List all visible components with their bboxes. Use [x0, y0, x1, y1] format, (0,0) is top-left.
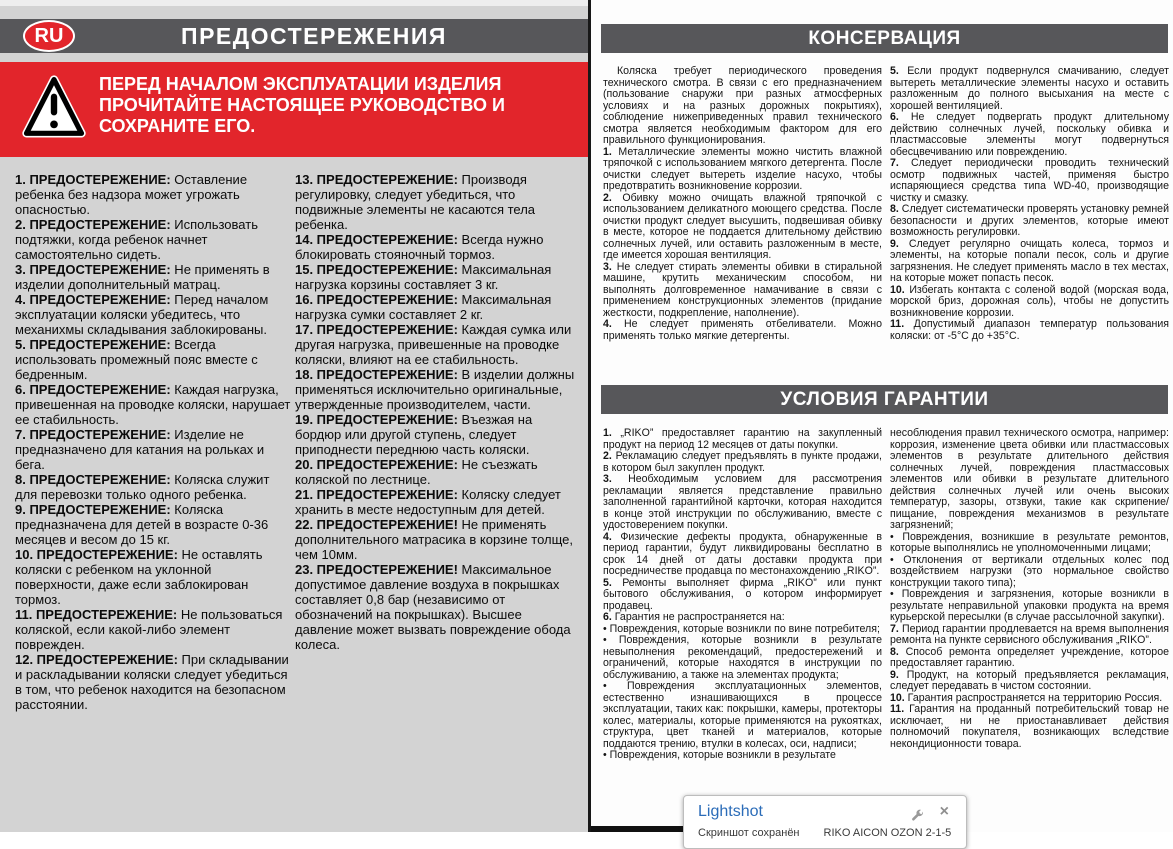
warning-item: 18. ПРЕДОСТЕРЕЖЕНИЕ: В изделии должны применяться исключительно оригинальные, утвержденные производителем, части.	[295, 367, 575, 412]
ru-language-badge: RU	[23, 20, 75, 52]
page-top-margin	[0, 0, 588, 6]
conservation-column-1	[603, 66, 882, 342]
care-warranty-page	[591, 0, 1173, 832]
warranty-paragraph: • Повреждения эксплуатационных элементов, естественно изнашивающихся в процессе эксплуатации, таких как: покрышки, камеры, протекторы колес, материалы, которые применяются на рукоятках, структура, цвет тканей и материалов, которые поддаются трению, втулки в колесах, оси, надписи;	[603, 680, 882, 750]
warranty-paragraph: • Повреждения, которые возникли в результате невыполнения рекомендаций, предостережений и ограничений, которые находятся в инструкции по обслуживанию, а также на элементах продукта;	[603, 634, 882, 681]
warning-item: 5. ПРЕДОСТЕРЕЖЕНИЕ: Всегда использовать промежный пояс вместе с бедренным.	[15, 337, 258, 382]
warnings-page	[0, 0, 588, 832]
conservation-columns	[603, 66, 1169, 342]
warning-item: 14. ПРЕДОСТЕРЕЖЕНИЕ: Всегда нужно блокировать стояночный тормоз.	[295, 232, 544, 262]
conservation-paragraph: 8. Следует систематически проверять установку ремней безопасности и других элементов, которые имеют возможность регулировки.	[890, 203, 1169, 238]
warning-item: 17. ПРЕДОСТЕРЕЖЕНИЕ: Каждая сумка или другая нагрузка, привешенные на проводке коляски, влияют на ее стабильность.	[295, 322, 572, 367]
warning-item: 22. ПРЕДОСТЕРЕЖЕНИЕ! Не применять дополнительного матрасика в корзине толще, чем 10мм.	[295, 517, 574, 562]
warning-item: 9. ПРЕДОСТЕРЕЖЕНИЕ: Коляска предназначена для детей в возрасте 0-36 месяцев и весом до 15 кг.	[15, 502, 269, 547]
warning-item: 4. ПРЕДОСТЕРЕЖЕНИЕ: Перед началом эксплуатации коляски убедитесь, что механихмы складывания заблокированы.	[15, 292, 269, 337]
warranty-paragraph: 3. Необходимым условием для рассмотрения рекламации является представление правильно заполненной гарантийной карточки, которая находится в конце этой инструкции по обслуживанию, вместе с удостоверением покупки.	[603, 473, 882, 531]
warranty-paragraph: • Повреждения, которые возникли в результате	[603, 749, 836, 761]
warranty-paragraph: 11. Гарантия на проданный потребительский товар не исключает, ни не приостанавливает действия полномочий покупателя, возникающих вследствие некондиционности товара.	[890, 703, 1169, 750]
warnings-column-2	[295, 172, 579, 652]
warning-item: 19. ПРЕДОСТЕРЕЖЕНИЕ: Въезжая на бордюр или другой ступень, следует приподнести переднюю часть коляски.	[295, 412, 533, 457]
status-text: Скриншот сохранён	[698, 827, 800, 839]
warranty-paragraph: 5. Ремонты выполняет фирма „RIKO” или пункт бытового обслуживания, о котором информирует продавец.	[603, 576, 882, 612]
warning-item: 21. ПРЕДОСТЕРЕЖЕНИЕ: Коляску следует хранить в месте недоступным для детей.	[295, 487, 561, 517]
warranty-paragraph: 1. „RIKO” предоставляет гарантию на закупленный продукт на период 12 месяцев от даты покупки.	[603, 427, 882, 451]
warranty-paragraph: • Повреждения, которые возникли по вине потребителя;	[603, 622, 880, 635]
conservation-paragraph: 5. Если продукт подвернулся смачиванию, следует вытереть металлические элементы насухо и оставить разложенным до полного высыхания на месте с хорошей вентиляцией.	[890, 65, 1169, 112]
warning-item: 20. ПРЕДОСТЕРЕЖЕНИЕ: Не съезжать коляской по лестнице.	[295, 457, 538, 487]
warning-item: 23. ПРЕДОСТЕРЕЖЕНИЕ! Максимальное допустимое давление воздуха в покрышках составляет 0,8 бар (независимо от обозначений на покрышках). Высшее давление может вызвать повреждение обода колеса.	[295, 562, 571, 652]
conservation-paragraph: 10. Избегать контакта с соленой водой (морская вода, морской бриз, дорожная соль), чтобы не допустить возникновение коррозии.	[890, 283, 1169, 319]
warning-item: 1. ПРЕДОСТЕРЕЖЕНИЕ: Оставление ребенка без надзора может угрожать опасностью.	[15, 172, 248, 217]
warnings-header-bar	[0, 19, 588, 53]
warning-item: 7. ПРЕДОСТЕРЕЖЕНИЕ: Изделие не предназначено для катания на рольках и бега.	[15, 427, 265, 472]
conservation-paragraph: 2. Обивку можно очищать влажной тряпочкой с использованием деликатного моющего средства. После очистки продукт следует высушить, подвешивая обивку в месте, которое не поддается длительному действию солнечных лучей, или оставить разложенным в месте, где имеется хорошая вентиляция.	[603, 191, 882, 261]
warning-item: 16. ПРЕДОСТЕРЕЖЕНИЕ: Максимальная нагрузка сумки составляет 2 кг.	[295, 292, 552, 322]
warranty-columns	[603, 428, 1169, 762]
conservation-paragraph: 9. Следует регулярно очищать колеса, тормоз и элементы, на которые попали песок, соль и другие загрязнения. Не следует применять масло в тех местах, на которые может попасть песок.	[890, 237, 1169, 284]
alert-banner	[0, 62, 588, 157]
conservation-section-title: КОНСЕРВАЦИЯ	[601, 24, 1168, 53]
warning-item: 13. ПРЕДОСТЕРЕЖЕНИЕ: Производя регулировку, следует убедиться, что подвижные элементы не касаются тела ребенка.	[295, 172, 536, 232]
status-filename: RIKO AICON OZON 2-1-5	[823, 827, 952, 839]
warranty-paragraph: несоблюдения правил технического осмотра, например: коррозия, изменение цвета обивки или пластмассовых элементов в результате длительного действия солнечных лучей, повреждения пластмассовых элементов или обивки в результате длительного действия солнечных лучей или очень высоких температур, зазоры, отзвуки, такие как скрипение/ пищание, повреждения механизмов в результате загрязнений;	[890, 427, 1169, 531]
warning-item: 6. ПРЕДОСТЕРЕЖЕНИЕ: Каждая нагрузка, привешенная на проводке коляски, нарушает ее стабильность.	[15, 382, 291, 427]
warnings-column-1	[15, 172, 292, 712]
conservation-paragraph: 6. Не следует подвергать продукт длительному действию солнечных лучей, поскольку обивка и пластмассовые элементы могут подвернуться обесцвечиванию или повреждению.	[890, 111, 1169, 158]
warranty-paragraph: • Повреждения, возникшие в результате ремонтов, которые выполнялись не уполномоченными лицами;	[890, 530, 1169, 554]
lightshot-title: Lightshot	[698, 803, 763, 820]
warranty-section-title: УСЛОВИЯ ГАРАНТИИ	[601, 385, 1168, 414]
warning-item: 10. ПРЕДОСТЕРЕЖЕНИЕ: Не оставлять коляски с ребенком на уклонной поверхности, даже если заблокирован тормоз.	[15, 547, 263, 607]
warning-triangle-icon	[22, 73, 86, 145]
warnings-page-title: ПРЕДОСТЕРЕЖЕНИЯ	[181, 23, 447, 49]
warranty-column-1	[603, 428, 882, 762]
lightshot-notification[interactable]	[683, 795, 967, 849]
warranty-paragraph: 10. Гарантия распространяется на территорию Россия.	[890, 691, 1163, 704]
warning-item: 15. ПРЕДОСТЕРЕЖЕНИЕ: Максимальная нагрузка корзины составляет 3 кг.	[295, 262, 552, 292]
warning-item: 12. ПРЕДОСТЕРЕЖЕНИЕ: При складывании и раскладывании коляски следует убедиться в том, что ребенок находится на безопасном расстоянии.	[15, 652, 289, 712]
conservation-paragraph: Коляска требует периодического проведения технического смотра. В связи с его предназначением (пользование снаружи при разных атмосферных условиях и на разных дорожных покрытиях), соблюдение нижеприведенных правил технического смотра является необходимым фактором для его правильного функционирования.	[603, 65, 882, 146]
warranty-paragraph: 4. Физические дефекты продукта, обнаруженные в период гарантии, будут ликвидированы бесплатно в срок 14 дней от даты доставки продукта при посредничестве продавца по местонахождению „RIKO”.	[603, 530, 882, 577]
close-icon[interactable]: ×	[939, 803, 949, 820]
conservation-paragraph: 1. Металлические элементы можно чистить влажной тряпочкой с использованием мягкого детергента. После очистки следует вытереть изделие насухо, чтобы предотвратить возникновение коррозии.	[603, 145, 882, 192]
conservation-paragraph: 3. Не следует стирать элементы обивки в стиральной машине, крутить механическим способом, ни выполнять долговременное намачивание в связи с применением конструкционных элементов (придание жесткости, подкрепление, наполнение).	[603, 260, 882, 319]
warranty-paragraph: 9. Продукт, на который предъявляется рекламация, следует передавать в чистом состоянии.	[890, 668, 1169, 692]
warning-item: 11. ПРЕДОСТЕРЕЖЕНИЕ: Не пользоваться коляской, если какой-либо элемент поврежден.	[15, 607, 283, 652]
alert-text: ПЕРЕД НАЧАЛОМ ЭКСПЛУАТАЦИИ ИЗДЕЛИЯ ПРОЧИТАЙТЕ НАСТОЯЩЕЕ РУКОВОДСТВО И СОХРАНИТЕ ЕГО.	[99, 74, 505, 136]
lightshot-status-line	[698, 827, 951, 839]
conservation-column-2	[890, 66, 1169, 342]
conservation-paragraph: 7. Следует периодически проводить технический осмотр подвижных частей, применяя быстро испаряющиеся средства типа WD-40, производящие чистку и смазку.	[890, 157, 1169, 204]
warranty-paragraph: • Повреждения и загрязнения, которые возникли в результате неправильной упаковки продукта на время курьерской пересылки (в случае рассылочной закупки).	[890, 588, 1169, 623]
warranty-paragraph: • Отклонения от вертикали отдельных колес под воздействием нагрузки (это нормальное свойство конструкции такого типа);	[890, 553, 1169, 589]
conservation-paragraph: 4. Не следует применять отбеливатели. Можно применять только мягкие детергенты.	[603, 318, 882, 342]
warranty-column-2	[890, 428, 1169, 762]
settings-wrench-icon[interactable]	[911, 809, 924, 822]
warranty-paragraph: 8. Способ ремонта определяет учреждение, которое предоставляет гарантию.	[890, 645, 1169, 669]
warranty-paragraph: 6. Гарантия не распространяется на:	[603, 611, 785, 623]
conservation-paragraph: 11. Допустимый диапазон температур пользования коляски: от -5°С до +35°С.	[890, 318, 1169, 342]
warning-item: 2. ПРЕДОСТЕРЕЖЕНИЕ: Использовать подтяжки, когда ребенок начнет самостоятельно сидеть.	[15, 217, 258, 262]
warranty-paragraph: 2. Рекламацию следует предъявлять в пункте продажи, в котором был закуплен продукт.	[603, 450, 882, 474]
warranty-paragraph: 7. Период гарантии продлевается на время выполнения ремонта на пункте сервисного обслуживания „RIKO”.	[890, 622, 1169, 646]
warning-item: 8. ПРЕДОСТЕРЕЖЕНИЕ: Коляска служит для перевозки только одного ребенка.	[15, 472, 270, 502]
page-bottom-edge	[591, 826, 686, 832]
warning-item: 3. ПРЕДОСТЕРЕЖЕНИЕ: Не применять в изделии дополнительный матрац.	[15, 262, 270, 292]
